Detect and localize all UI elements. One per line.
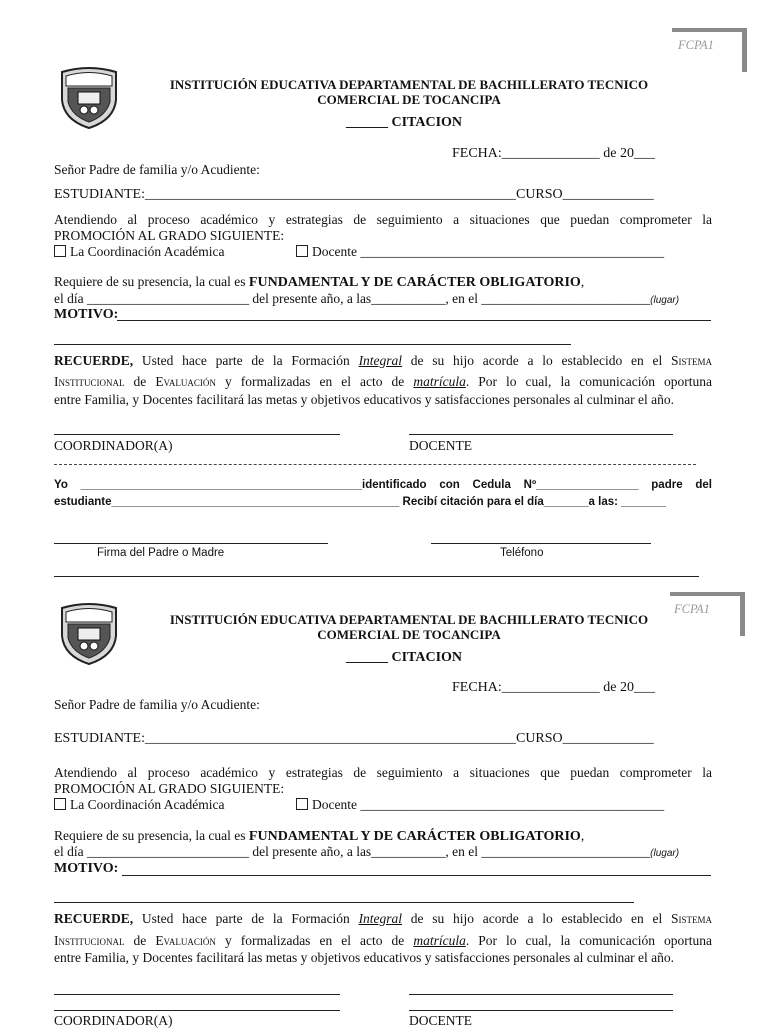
option-docente[interactable] — [296, 244, 664, 260]
fecha-field[interactable]: FECHA:______________ de 20___ — [452, 680, 655, 695]
lugar-label: (lugar) — [650, 295, 680, 306]
el-dia-field[interactable]: el día ________________________ del presente año, a las___________, en el _________________________(lugar) — [54, 844, 680, 859]
recuerde-line2: Institucional de Evaluación y formalizadas en el acto de matrícula. Por lo cual, la comunicación oportuna — [54, 933, 712, 948]
estudiante-curso-field[interactable]: ESTUDIANTE:_____________________________________________________CURSO_____________ — [54, 731, 654, 746]
motivo-label: MOTIVO: — [54, 861, 119, 876]
coordinacion-label: La Coordinación Académica — [70, 797, 225, 812]
institution-name-line2: COMERCIAL DE TOCANCIPA — [317, 92, 501, 107]
coordinador-signature-line[interactable] — [54, 994, 340, 995]
el-dia-field[interactable]: el día ________________________ del presente año, a las___________, en el _________________________(lugar) — [54, 291, 680, 306]
docente-signature-line[interactable] — [409, 434, 673, 435]
requiere-text: Requiere de su presencia, la cual es FUNDAMENTAL Y DE CARÁCTER OBLIGATORIO, — [54, 274, 585, 290]
recuerde-line1: RECUERDE, Usted hace parte de la Formación Integral de su hijo acorde a lo establecido en el Sistema — [54, 353, 712, 368]
coordinacion-label: La Coordinación Académica — [70, 244, 225, 259]
form-code: FCPA1 — [678, 38, 714, 52]
fecha-field[interactable]: FECHA:______________ de 20___ — [452, 146, 655, 161]
recuerde-line1: RECUERDE, Usted hace parte de la Formación Integral de su hijo acorde a lo establecido en el Sistema — [54, 911, 712, 926]
institution-name-line2: COMERCIAL DE TOCANCIPA — [317, 627, 501, 642]
atendiendo-text: Atendiendo al proceso académico y estrategias de seguimiento a situaciones que puedan comprometer la — [54, 212, 712, 227]
docente-signature-line-2[interactable] — [409, 1010, 673, 1011]
salutation: Señor Padre de familia y/o Acudiente: — [54, 162, 260, 177]
docente-label: Docente _____________________________________________ — [312, 797, 665, 812]
firma-line[interactable] — [54, 543, 328, 544]
firma-label: Firma del Padre o Madre — [97, 547, 225, 559]
form-code: FCPA1 — [674, 602, 710, 616]
atendiendo-text: Atendiendo al proceso académico y estrategias de seguimiento a situaciones que puedan comprometer la — [54, 765, 712, 780]
telefono-label: Teléfono — [500, 547, 544, 559]
docente-label: Docente _____________________________________________ — [312, 244, 665, 259]
docente-signature-line[interactable] — [409, 994, 673, 995]
promocion-label: PROMOCIÓN AL GRADO SIGUIENTE: — [54, 781, 285, 796]
institution-name-line1: INSTITUCIÓN EDUCATIVA DEPARTAMENTAL DE BACHILLERATO TECNICO — [169, 77, 649, 92]
coordinador-label: COORDINADOR(A) — [54, 438, 173, 453]
estudiante-curso-field[interactable]: ESTUDIANTE:_____________________________________________________CURSO_____________ — [54, 187, 654, 202]
coordinador-label: COORDINADOR(A) — [54, 1013, 173, 1028]
salutation: Señor Padre de familia y/o Acudiente: — [54, 697, 260, 712]
option-docente[interactable] — [296, 797, 664, 813]
citation-title: ______ CITACION — [346, 650, 463, 665]
promocion-label: PROMOCIÓN AL GRADO SIGUIENTE: — [54, 228, 285, 243]
lugar-label: (lugar) — [650, 848, 680, 859]
separator-line — [54, 576, 699, 577]
motivo-line-1[interactable] — [122, 875, 711, 876]
option-coordinacion[interactable] — [54, 797, 224, 813]
option-coordinacion[interactable] — [54, 244, 224, 260]
docente-signature-label: DOCENTE — [409, 438, 472, 453]
motivo-line-2[interactable] — [54, 902, 634, 903]
coordinador-signature-line-2[interactable] — [54, 1010, 340, 1011]
institution-name-line1: INSTITUCIÓN EDUCATIVA DEPARTAMENTAL DE BACHILLERATO TECNICO — [169, 612, 649, 627]
recuerde-line3: entre Familia, y Docentes facilitará las metas y objetivos educativos y satisfacciones personales al culminar el año. — [54, 950, 675, 965]
requiere-text: Requiere de su presencia, la cual es FUNDAMENTAL Y DE CARÁCTER OBLIGATORIO, — [54, 828, 585, 844]
citation-title: ______ CITACION — [346, 115, 463, 130]
docente-checkbox[interactable] — [296, 245, 308, 257]
recuerde-line3: entre Familia, y Docentes facilitará las metas y objetivos educativos y satisfacciones personales al culminar el año. — [54, 392, 675, 407]
coordinacion-checkbox[interactable] — [54, 798, 66, 810]
coordinacion-checkbox[interactable] — [54, 245, 66, 257]
motivo-line-1[interactable] — [117, 320, 711, 321]
recuerde-line2: Institucional de Evaluación y formalizadas en el acto de matrícula. Por lo cual, la comunicación oportuna — [54, 374, 712, 389]
motivo-label: MOTIVO: — [54, 307, 119, 322]
motivo-line-2[interactable] — [54, 344, 571, 345]
telefono-line[interactable] — [431, 543, 651, 544]
yo-field[interactable]: Yo ____________________________________________identificado con Cedula Nº________________ padre del — [54, 479, 712, 491]
docente-signature-label: DOCENTE — [409, 1013, 472, 1028]
cut-line — [54, 464, 696, 465]
estudiante-recibi-field[interactable]: estudiante_____________________________________________ Recibí citación para el día_______a las: _______ — [54, 496, 666, 508]
docente-checkbox[interactable] — [296, 798, 308, 810]
coordinador-signature-line[interactable] — [54, 434, 340, 435]
